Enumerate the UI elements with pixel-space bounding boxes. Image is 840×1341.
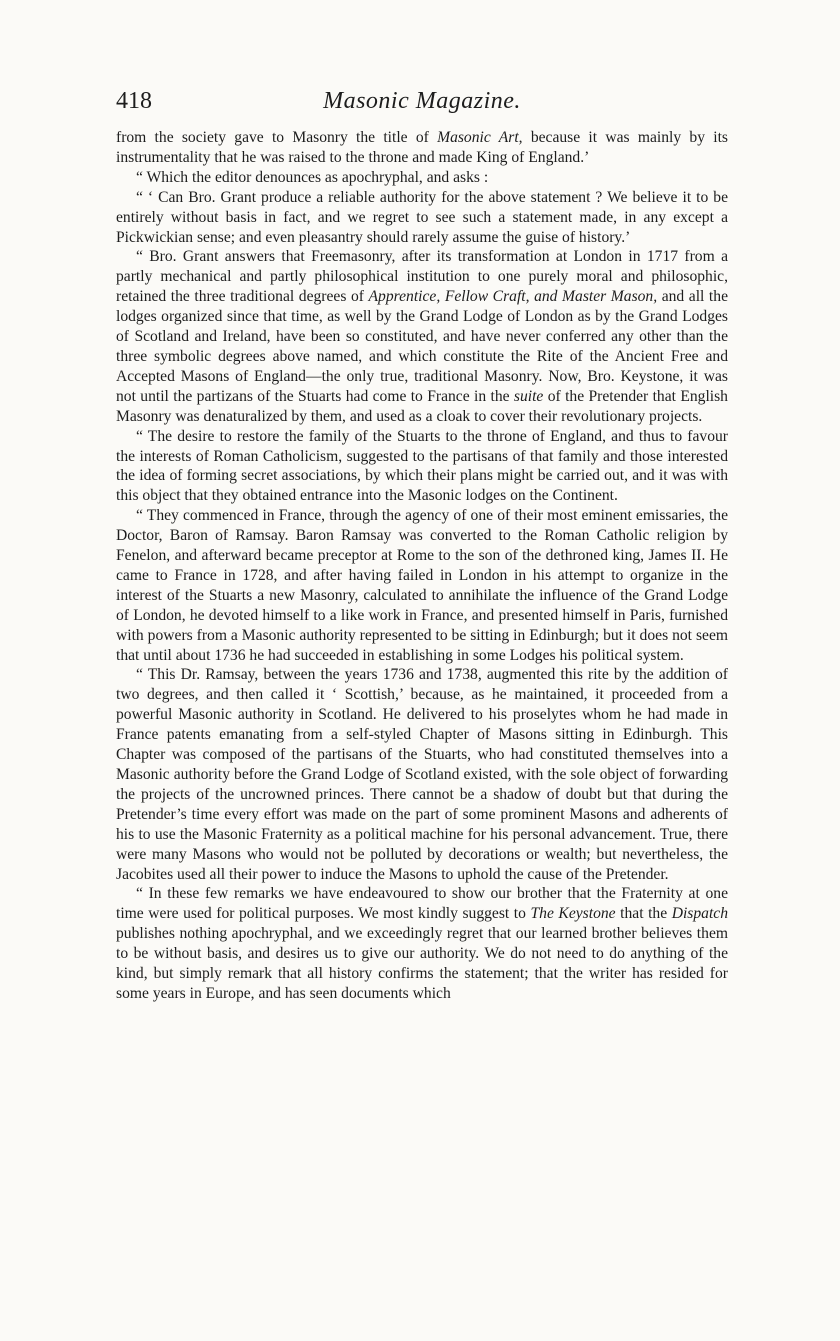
page-number: 418 — [116, 88, 152, 114]
italic-text: Apprentice, Fellow Craft, and Master Mason, — [368, 288, 658, 306]
article-body — [116, 128, 728, 1004]
italic-text: Dispatch — [671, 905, 728, 923]
text-segment: because it was mainly by its instrumentality that he was raised to the throne and made King of England.’ — [116, 129, 728, 166]
text-segment: publishes nothing apochryphal, and we exceedingly regret that our learned brother believes them to be without basis, and desires us to give our authority. We do not need to do anything of the kind, but simply remark that all history confirms the statement; that the writer has resided for some years in Europe, and has seen documents which — [116, 925, 728, 1002]
text-segment: of the Pretender that English Masonry was denaturalized by them, and used as a cloak to cover their revolutionary projects. — [116, 387, 728, 425]
running-title: Masonic Magazine. — [323, 88, 521, 114]
paragraph — [116, 427, 728, 507]
text-segment: “ This Dr. Ramsay, between the years 1736 and 1738, augmented this rite by the addition of two degrees, and then called it ‘ Scottish,’ because, as he maintained, it proceeded from a powerful Masonic authority in Scotland. He delivered to his proselytes whom he had made in France patents emanating from a self-styled Chapter of Masons sitting in Edinburgh. This Chapter was composed of the partisans of the Stuarts, who had constituted themselves into a Masonic authority before the Grand Lodge of Scotland existed, with the sole object of forwarding the projects of the uncrowned princes. There cannot be a shadow of doubt but that during the Pretender’s time every effort was made on the part of some prominent Masons and adherents of his to use the Masonic Fraternity as a political machine for his personal advancement. True, there were many Masons who would not be polluted by decorations or wealth; but nevertheless, the Jacobites used all their power to induce the Masons to uphold the cause of the Pretender. — [116, 666, 728, 883]
running-head — [116, 88, 728, 128]
paragraph — [116, 506, 728, 665]
text-segment: “ ‘ Can Bro. Grant produce a reliable authority for the above statement ? We believe it to be entirely without basis in fact, and we regret to see such a statement made, in any except a Pickwickian sense; and even pleasantry should rarely assume the guise of history.’ — [116, 188, 728, 246]
paragraph — [116, 247, 728, 426]
text-segment: and all the lodges organized since that time, as well by the Grand Lodge of London as by the Grand Lodges of Scotland and Ireland, have been so constituted, and have never conferred any other than the three symbolic degrees above named, and which constitute the Rite of the Ancient Free and Accepted Masons of England—the only true, traditional Masonry. Now, Bro. Keystone, it was not until the partizans of the Stuarts had come to France in the — [116, 288, 728, 405]
paragraph — [116, 884, 728, 1003]
text-segment: from the society gave to Masonry the title of — [116, 129, 438, 146]
paragraph — [116, 665, 728, 884]
italic-text: suite — [513, 387, 544, 405]
italic-text: Masonic Art, — [437, 129, 523, 146]
paragraph — [116, 188, 728, 248]
text-segment: that the — [615, 905, 672, 923]
text-segment: “ The desire to restore the family of the Stuarts to the throne of England, and thus to favour the interests of Roman Catholicism, suggested to the partisans of that family and those interested the idea of forming secret associations, by which their plans might be carried out, and it was with this object that they obtained entrance into the Masonic lodges on the Continent. — [116, 427, 728, 505]
text-segment: “ Bro. Grant answers that Freemasonry, after its transformation at London in 1717 from a partly mechanical and partly philosophical institution to one purely moral and philosophic, retained the three traditional degrees of — [116, 248, 728, 306]
italic-text: The Keystone — [530, 905, 616, 923]
text-segment: “ Which the editor denounces as apochryphal, and asks : — [136, 168, 489, 186]
text-segment: “ They commenced in France, through the agency of one of their most eminent emissaries, the Doctor, Baron of Ramsay. Baron Ramsay was converted to the Roman Catholic religion by Fenelon, and afterward became preceptor at Rome to the son of the dethroned king, James II. He came to France in 1728, and after having failed in London in his attempt to organize in the interest of the Stuarts a new Masonry, calculated to annihilate the influence of the Grand Lodge of London, he devoted himself to a like work in France, and presented himself in Paris, furnished with powers from a Masonic authority represented to be sitting in Edinburgh; but it does not seem that until about 1736 he had succeeded in establishing in some Lodges his political system. — [116, 507, 728, 664]
text-segment: “ In these few remarks we have endeavoured to show our brother that the Fraternity at one time were used for political purposes. We most kindly suggest to — [116, 885, 728, 923]
paragraph — [116, 168, 728, 188]
paragraph — [116, 128, 728, 168]
